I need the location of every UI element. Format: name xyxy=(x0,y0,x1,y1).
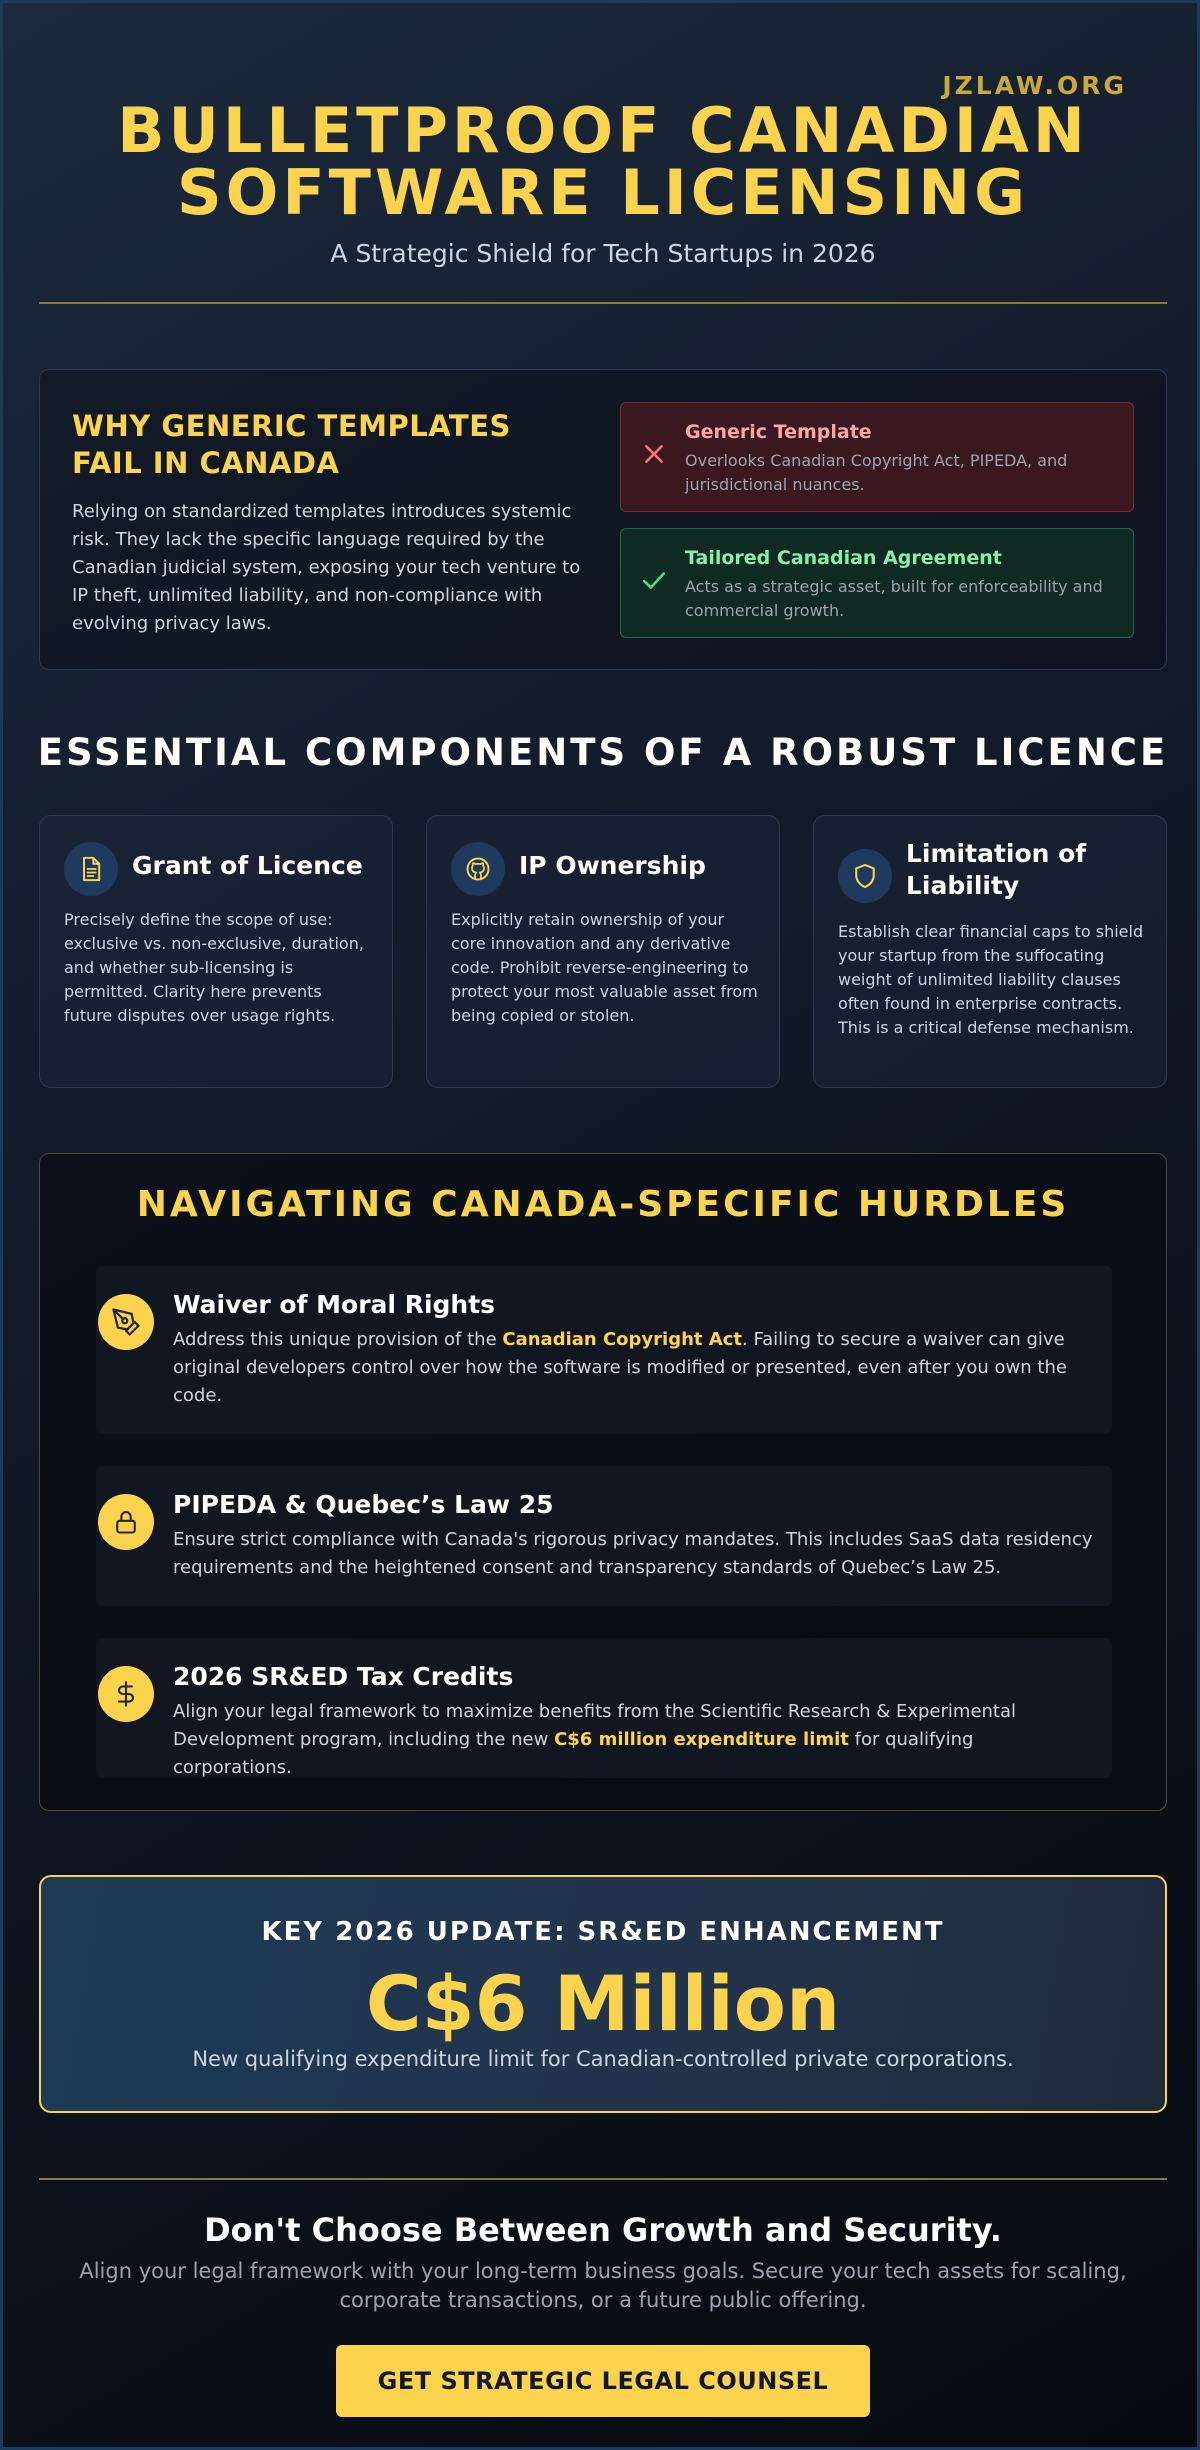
component-title: Grant of Licence xyxy=(132,851,363,880)
tailored-agreement-box xyxy=(620,528,1134,638)
components-title: ESSENTIAL COMPONENTS OF A ROBUST LICENCE xyxy=(37,731,1169,774)
get-legal-counsel-button[interactable]: GET STRATEGIC LEGAL COUNSEL xyxy=(336,2345,870,2417)
hurdle-title: 2026 SR&ED Tax Credits xyxy=(173,1662,514,1691)
component-card-grant xyxy=(39,815,393,1088)
generic-template-box xyxy=(620,402,1134,512)
check-icon xyxy=(641,567,667,593)
hurdle-text xyxy=(173,1698,1093,1782)
cta-text: Align your legal framework with your long-term business goals. Secure your tech assets for scaling, corporate transactions, or a future public offering. xyxy=(79,2259,1127,2312)
tailored-agreement-desc: Acts as a strategic asset, built for enforceability and commercial growth. xyxy=(685,577,1103,620)
component-card-ip xyxy=(426,815,780,1088)
hurdle-text: Ensure strict compliance with Canada's rigorous privacy mandates. This includes SaaS data residency requirements and the heightened consent and transparency standards of Quebec’s Law 25. xyxy=(173,1529,1093,1578)
generic-template-title: Generic Template xyxy=(685,421,872,443)
component-text: Explicitly retain ownership of your core innovation and any derivative code. Prohibit reverse-engineering to protect your most valuable asset from being copied or stolen. xyxy=(451,910,758,1025)
update-desc: New qualifying expenditure limit for Canadian-controlled private corporations. xyxy=(192,2047,1014,2071)
hurdle-moral-rights xyxy=(96,1266,1112,1434)
page-title xyxy=(3,94,1200,229)
document-icon xyxy=(64,842,118,896)
component-title: IP Ownership xyxy=(519,851,706,880)
hurdle-privacy xyxy=(96,1466,1112,1606)
github-icon xyxy=(451,842,505,896)
lock-icon xyxy=(98,1494,154,1550)
component-card-liability xyxy=(813,815,1167,1088)
expenditure-limit-highlight: C$6 million expenditure limit xyxy=(554,1729,849,1750)
x-icon xyxy=(641,441,667,467)
hurdle-title: PIPEDA & Quebec’s Law 25 xyxy=(173,1490,554,1519)
site-name: JZLAW.ORG xyxy=(942,71,1127,100)
component-title: Limitation of Liability xyxy=(906,839,1087,900)
generic-template-desc: Overlooks Canadian Copyright Act, PIPEDA, and jurisdictional nuances. xyxy=(685,451,1068,494)
hurdle-text-part: for qualifying corporations. xyxy=(173,1729,974,1778)
why-text: Relying on standardized templates introduces systemic risk. They lack the specific language required by the Canadian judicial system, exposing your tech venture to IP theft, unlimited liability, and non-compliance with evolving privacy laws. xyxy=(72,501,581,634)
why-templates-fail-card xyxy=(39,369,1167,670)
hurdles-title: NAVIGATING CANADA-SPECIFIC HURDLES xyxy=(136,1184,1070,1225)
update-title: KEY 2026 UPDATE: SR&ED ENHANCEMENT xyxy=(261,1917,945,1947)
why-title: WHY GENERIC TEMPLATES FAIL IN CANADA xyxy=(72,409,511,480)
update-value: C$6 Million xyxy=(365,1959,841,2048)
hurdle-text-part: Address this unique provision of the xyxy=(173,1329,503,1350)
hurdle-sred xyxy=(96,1638,1112,1778)
page-subtitle: A Strategic Shield for Tech Startups in 2026 xyxy=(330,239,876,268)
dollar-icon xyxy=(98,1666,154,1722)
key-update-card xyxy=(39,1875,1167,2113)
hurdle-text xyxy=(173,1326,1093,1410)
hurdle-text-part: . Failing to secure a waiver can give original developers control over how the software is modified or presented, even after you own the code. xyxy=(173,1329,1067,1406)
canadian-copyright-act-highlight: Canadian Copyright Act xyxy=(502,1329,742,1350)
divider xyxy=(39,302,1167,304)
title-line-1: BULLETPROOF CANADIAN xyxy=(117,94,1089,167)
hurdle-text-part: Align your legal framework to maximize benefits from the Scientific Research & Experimental Development program, including the new xyxy=(173,1701,1017,1750)
tailored-agreement-title: Tailored Canadian Agreement xyxy=(685,547,1002,569)
cta-title: Don't Choose Between Growth and Security. xyxy=(204,2211,1002,2249)
title-line-2: SOFTWARE LICENSING xyxy=(176,156,1030,229)
component-text: Establish clear financial caps to shield your startup from the suffocating weight of unlimited liability clauses often found in enterprise contracts. This is a critical defense mechanism. xyxy=(838,922,1144,1037)
shield-icon xyxy=(838,849,892,903)
hurdles-section xyxy=(39,1153,1167,1811)
component-text: Precisely define the scope of use: exclusive vs. non-exclusive, duration, and whether sub-licensing is permitted. Clarity here prevents future disputes over usage rights. xyxy=(64,910,364,1025)
hurdle-title: Waiver of Moral Rights xyxy=(173,1290,496,1319)
divider xyxy=(39,2178,1167,2180)
pen-tool-icon xyxy=(98,1294,154,1350)
